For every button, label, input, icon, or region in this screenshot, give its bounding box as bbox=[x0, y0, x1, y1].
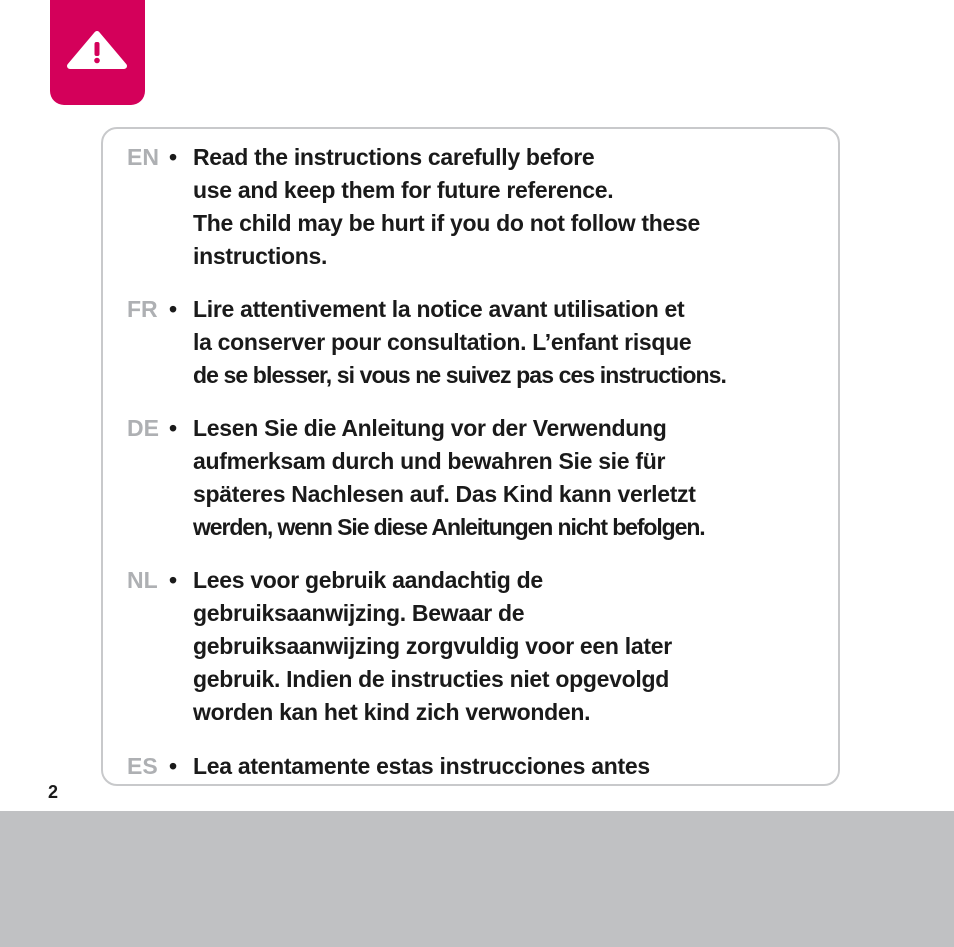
instruction-text bbox=[193, 750, 835, 783]
warning-triangle-icon bbox=[66, 30, 128, 70]
language-code: NL bbox=[127, 567, 158, 593]
bullet: • bbox=[169, 415, 178, 441]
warning-badge bbox=[50, 0, 145, 105]
text-line: use and keep them for future reference. bbox=[193, 177, 614, 203]
text-line: Lesen Sie die Anleitung vor der Verwendung bbox=[193, 415, 667, 441]
text-line: gebruiksaanwijzing zorgvuldig voor een later bbox=[193, 633, 672, 659]
language-code: ES bbox=[127, 753, 158, 779]
text-line: instructions. bbox=[193, 243, 328, 269]
instruction-text bbox=[193, 141, 835, 273]
text-line: worden kan het kind zich verwonden. bbox=[193, 699, 591, 725]
page-number: 2 bbox=[48, 782, 59, 802]
text-line: de se blesser, si vous ne suivez pas ces instructions. bbox=[193, 362, 727, 388]
text-line: gebruik. Indien de instructies niet opgevolgd bbox=[193, 666, 669, 692]
instruction-text bbox=[193, 293, 835, 392]
text-line: Lees voor gebruik aandachtig de bbox=[193, 567, 543, 593]
text-line: la conserver pour consultation. L’enfant risque bbox=[193, 329, 692, 355]
language-code: DE bbox=[127, 415, 159, 441]
language-code: EN bbox=[127, 144, 159, 170]
bullet: • bbox=[169, 144, 178, 170]
bullet: • bbox=[169, 567, 178, 593]
instruction-text bbox=[193, 564, 835, 729]
instruction-text bbox=[193, 412, 835, 544]
bullet: • bbox=[169, 753, 178, 779]
text-line: gebruiksaanwijzing. Bewaar de bbox=[193, 600, 525, 626]
bottom-band bbox=[0, 811, 954, 947]
text-line: Lea atentamente estas instrucciones antes bbox=[193, 753, 650, 779]
text-line: Read the instructions carefully before bbox=[193, 144, 595, 170]
safety-instructions-box bbox=[101, 127, 840, 786]
bullet: • bbox=[169, 296, 178, 322]
text-line: The child may be hurt if you do not follow these bbox=[193, 210, 700, 236]
text-line: aufmerksam durch und bewahren Sie sie für bbox=[193, 448, 666, 474]
text-line: späteres Nachlesen auf. Das Kind kann verletzt bbox=[193, 481, 696, 507]
text-line: Lire attentivement la notice avant utilisation et bbox=[193, 296, 685, 322]
text-line: werden, wenn Sie diese Anleitungen nicht befolgen. bbox=[193, 514, 705, 540]
language-code: FR bbox=[127, 296, 158, 322]
